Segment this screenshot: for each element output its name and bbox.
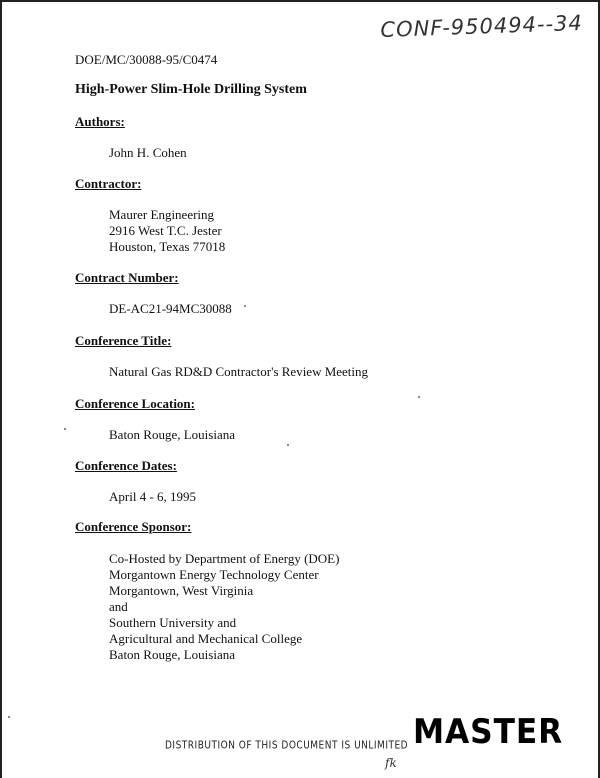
authors-heading: Authors: <box>75 114 125 129</box>
scan-border-left <box>0 0 2 778</box>
distribution-stamp: DISTRIBUTION OF THIS DOCUMENT IS UNLIMITED <box>165 740 409 752</box>
scan-speck <box>287 444 289 446</box>
scan-speck <box>244 305 246 307</box>
scan-speck <box>64 428 66 430</box>
contractor-line: Maurer Engineering <box>109 207 215 222</box>
sponsor-line: Southern University and <box>109 615 237 630</box>
contractor-line: Houston, Texas 77018 <box>109 239 226 254</box>
document-id: DOE/MC/30088-95/C0474 <box>75 52 218 67</box>
sponsor-line: Morgantown Energy Technology Center <box>109 567 319 582</box>
conference-dates-heading: Conference Dates: <box>75 458 177 473</box>
handwritten-conf-number: CONF-950494--34 <box>380 10 584 42</box>
master-stamp: MASTER <box>413 712 564 752</box>
conference-dates-value: April 4 - 6, 1995 <box>109 489 197 504</box>
sponsor-line: Co-Hosted by Department of Energy (DOE) <box>109 551 340 566</box>
conference-title-value: Natural Gas RD&D Contractor's Review Meeting <box>109 364 369 379</box>
author-name: John H. Cohen <box>109 145 187 160</box>
sponsor-line: Baton Rouge, Louisiana <box>109 647 236 662</box>
contract-number-value: DE-AC21-94MC30088 <box>109 301 232 316</box>
scan-speck <box>418 396 420 398</box>
handwritten-initials: fk <box>385 756 397 770</box>
sponsor-line: and <box>109 599 128 614</box>
contractor-heading: Contractor: <box>75 176 142 191</box>
conference-title-heading: Conference Title: <box>75 333 172 348</box>
document-title: High-Power Slim-Hole Drilling System <box>75 82 307 97</box>
sponsor-line: Agricultural and Mechanical College <box>109 631 303 646</box>
conference-sponsor-heading: Conference Sponsor: <box>75 519 192 534</box>
scan-speck <box>8 716 10 718</box>
contract-number-heading: Contract Number: <box>75 270 179 285</box>
contractor-line: 2916 West T.C. Jester <box>109 223 222 238</box>
conference-location-value: Baton Rouge, Louisiana <box>109 427 236 442</box>
scan-border-top <box>0 0 600 2</box>
conference-location-heading: Conference Location: <box>75 396 195 411</box>
sponsor-line: Morgantown, West Virginia <box>109 583 254 598</box>
